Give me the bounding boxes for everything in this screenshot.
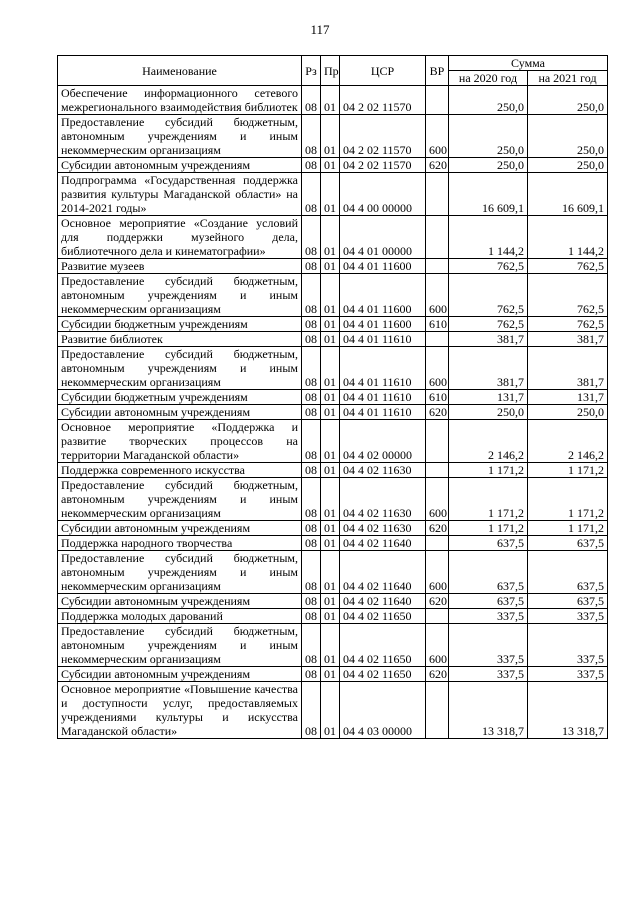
row-sum-2021-cell: 250,0	[528, 115, 608, 158]
page-number: 117	[310, 22, 330, 37]
row-rz-cell: 08	[302, 536, 321, 551]
row-sum-2021-cell: 337,5	[528, 667, 608, 682]
header-csr: ЦСР	[340, 56, 426, 86]
row-pr-cell: 01	[321, 594, 340, 609]
row-sum-2021-cell: 637,5	[528, 594, 608, 609]
row-rz-cell: 08	[302, 420, 321, 463]
row-vr-cell	[426, 332, 449, 347]
row-pr-cell: 01	[321, 521, 340, 536]
row-pr-cell: 01	[321, 463, 340, 478]
table-row	[58, 347, 608, 390]
row-sum-2020-cell: 16 609,1	[449, 173, 528, 216]
row-rz-cell: 08	[302, 478, 321, 521]
row-csr-cell: 04 2 02 11570	[340, 158, 426, 173]
budget-table	[57, 55, 608, 739]
table-row	[58, 115, 608, 158]
row-name-cell: Субсидии автономным учреждениям	[58, 594, 302, 609]
row-name-cell: Поддержка молодых дарований	[58, 609, 302, 624]
row-name-cell: Предоставление субсидий бюджетным, автономным учреждениям и иным некоммерческим организациям	[58, 624, 302, 667]
header-year-2020: на 2020 год	[449, 71, 528, 86]
row-name-cell: Обеспечение информационного сетевого межрегионального взаимодействия библиотек	[58, 86, 302, 115]
row-csr-cell: 04 4 02 11640	[340, 594, 426, 609]
row-csr-cell: 04 2 02 11570	[340, 115, 426, 158]
row-csr-cell: 04 2 02 11570	[340, 86, 426, 115]
row-vr-cell: 610	[426, 317, 449, 332]
table-row	[58, 216, 608, 259]
row-rz-cell: 08	[302, 463, 321, 478]
row-name-cell: Основное мероприятие «Повышение качества и доступности услуг, предоставляемых учреждениями культуры и искусства Магаданской области»	[58, 682, 302, 739]
row-sum-2021-cell: 337,5	[528, 609, 608, 624]
table-row	[58, 667, 608, 682]
row-sum-2020-cell: 250,0	[449, 86, 528, 115]
row-rz-cell: 08	[302, 667, 321, 682]
header-sum: Сумма	[449, 56, 608, 71]
row-name-cell: Субсидии автономным учреждениям	[58, 521, 302, 536]
row-sum-2020-cell: 1 144,2	[449, 216, 528, 259]
row-vr-cell: 620	[426, 667, 449, 682]
row-vr-cell	[426, 420, 449, 463]
row-pr-cell: 01	[321, 478, 340, 521]
row-rz-cell: 08	[302, 551, 321, 594]
row-sum-2021-cell: 13 318,7	[528, 682, 608, 739]
row-sum-2021-cell: 2 146,2	[528, 420, 608, 463]
row-sum-2020-cell: 637,5	[449, 594, 528, 609]
table-row	[58, 317, 608, 332]
row-pr-cell: 01	[321, 624, 340, 667]
row-sum-2021-cell: 1 144,2	[528, 216, 608, 259]
row-rz-cell: 08	[302, 390, 321, 405]
row-sum-2021-cell: 250,0	[528, 86, 608, 115]
row-csr-cell: 04 4 02 11640	[340, 551, 426, 594]
row-sum-2021-cell: 381,7	[528, 332, 608, 347]
row-csr-cell: 04 4 02 11630	[340, 478, 426, 521]
row-sum-2020-cell: 250,0	[449, 158, 528, 173]
table-header	[58, 56, 608, 86]
table-row	[58, 624, 608, 667]
row-pr-cell: 01	[321, 536, 340, 551]
row-pr-cell: 01	[321, 609, 340, 624]
row-rz-cell: 08	[302, 609, 321, 624]
row-name-cell: Подпрограмма «Государственная поддержка развития культуры Магаданской области» на 2014-2021 годы»	[58, 173, 302, 216]
row-sum-2021-cell: 337,5	[528, 624, 608, 667]
row-vr-cell	[426, 463, 449, 478]
table-row	[58, 86, 608, 115]
row-pr-cell: 01	[321, 682, 340, 739]
row-rz-cell: 08	[302, 86, 321, 115]
row-csr-cell: 04 4 02 11650	[340, 667, 426, 682]
row-vr-cell: 600	[426, 551, 449, 594]
row-csr-cell: 04 4 02 11650	[340, 624, 426, 667]
row-csr-cell: 04 4 02 11640	[340, 536, 426, 551]
row-vr-cell: 600	[426, 624, 449, 667]
row-csr-cell: 04 4 03 00000	[340, 682, 426, 739]
row-sum-2021-cell: 131,7	[528, 390, 608, 405]
row-pr-cell: 01	[321, 347, 340, 390]
table-row	[58, 405, 608, 420]
row-vr-cell	[426, 86, 449, 115]
row-sum-2020-cell: 2 146,2	[449, 420, 528, 463]
row-vr-cell: 620	[426, 158, 449, 173]
header-pr: Пр	[321, 56, 340, 86]
row-name-cell: Предоставление субсидий бюджетным, автономным учреждениям и иным некоммерческим организациям	[58, 274, 302, 317]
table-row	[58, 536, 608, 551]
table-row	[58, 332, 608, 347]
row-pr-cell: 01	[321, 332, 340, 347]
row-name-cell: Субсидии автономным учреждениям	[58, 158, 302, 173]
table-row	[58, 551, 608, 594]
row-sum-2020-cell: 337,5	[449, 667, 528, 682]
row-pr-cell: 01	[321, 551, 340, 594]
row-name-cell: Субсидии бюджетным учреждениям	[58, 390, 302, 405]
row-sum-2020-cell: 337,5	[449, 609, 528, 624]
row-name-cell: Основное мероприятие «Создание условий для поддержки музейного дела, библиотечного дела и кинематографии»	[58, 216, 302, 259]
row-rz-cell: 08	[302, 624, 321, 667]
table-row	[58, 478, 608, 521]
row-vr-cell: 620	[426, 521, 449, 536]
row-pr-cell: 01	[321, 274, 340, 317]
row-sum-2020-cell: 250,0	[449, 405, 528, 420]
row-sum-2020-cell: 637,5	[449, 536, 528, 551]
row-csr-cell: 04 4 01 11610	[340, 347, 426, 390]
row-name-cell: Предоставление субсидий бюджетным, автономным учреждениям и иным некоммерческим организациям	[58, 551, 302, 594]
row-sum-2020-cell: 381,7	[449, 332, 528, 347]
row-csr-cell: 04 4 01 11600	[340, 274, 426, 317]
row-csr-cell: 04 4 01 11610	[340, 332, 426, 347]
row-sum-2021-cell: 250,0	[528, 158, 608, 173]
row-sum-2021-cell: 762,5	[528, 259, 608, 274]
row-sum-2021-cell: 762,5	[528, 274, 608, 317]
row-rz-cell: 08	[302, 259, 321, 274]
row-pr-cell: 01	[321, 173, 340, 216]
row-sum-2020-cell: 381,7	[449, 347, 528, 390]
row-rz-cell: 08	[302, 158, 321, 173]
row-sum-2020-cell: 131,7	[449, 390, 528, 405]
row-csr-cell: 04 4 01 11610	[340, 390, 426, 405]
row-sum-2021-cell: 381,7	[528, 347, 608, 390]
row-name-cell: Субсидии бюджетным учреждениям	[58, 317, 302, 332]
row-sum-2021-cell: 250,0	[528, 405, 608, 420]
row-csr-cell: 04 4 01 11600	[340, 317, 426, 332]
table-body	[58, 86, 608, 739]
row-pr-cell: 01	[321, 405, 340, 420]
row-name-cell: Развитие библиотек	[58, 332, 302, 347]
row-vr-cell	[426, 173, 449, 216]
row-sum-2021-cell: 637,5	[528, 551, 608, 594]
row-csr-cell: 04 4 02 00000	[340, 420, 426, 463]
row-rz-cell: 08	[302, 521, 321, 536]
row-pr-cell: 01	[321, 317, 340, 332]
row-sum-2020-cell: 1 171,2	[449, 463, 528, 478]
row-sum-2020-cell: 637,5	[449, 551, 528, 594]
row-name-cell: Поддержка современного искусства	[58, 463, 302, 478]
row-sum-2020-cell: 762,5	[449, 259, 528, 274]
row-name-cell: Предоставление субсидий бюджетным, автономным учреждениям и иным некоммерческим организациям	[58, 478, 302, 521]
table-row	[58, 420, 608, 463]
table-row	[58, 274, 608, 317]
header-name: Наименование	[58, 56, 302, 86]
row-sum-2021-cell: 762,5	[528, 317, 608, 332]
row-vr-cell: 610	[426, 390, 449, 405]
row-csr-cell: 04 4 02 11630	[340, 463, 426, 478]
row-pr-cell: 01	[321, 158, 340, 173]
row-csr-cell: 04 4 01 00000	[340, 216, 426, 259]
row-sum-2021-cell: 1 171,2	[528, 521, 608, 536]
row-vr-cell: 600	[426, 115, 449, 158]
row-sum-2021-cell: 637,5	[528, 536, 608, 551]
table-row	[58, 609, 608, 624]
table-row	[58, 463, 608, 478]
row-pr-cell: 01	[321, 390, 340, 405]
row-rz-cell: 08	[302, 682, 321, 739]
row-sum-2021-cell: 1 171,2	[528, 478, 608, 521]
table-row	[58, 594, 608, 609]
row-csr-cell: 04 4 01 11610	[340, 405, 426, 420]
row-vr-cell: 600	[426, 347, 449, 390]
row-name-cell: Развитие музеев	[58, 259, 302, 274]
row-pr-cell: 01	[321, 259, 340, 274]
row-pr-cell: 01	[321, 86, 340, 115]
row-csr-cell: 04 4 01 11600	[340, 259, 426, 274]
row-vr-cell: 600	[426, 478, 449, 521]
row-name-cell: Поддержка народного творчества	[58, 536, 302, 551]
header-year-2021: на 2021 год	[528, 71, 608, 86]
row-vr-cell: 620	[426, 405, 449, 420]
row-rz-cell: 08	[302, 347, 321, 390]
table-row	[58, 521, 608, 536]
row-sum-2020-cell: 250,0	[449, 115, 528, 158]
row-name-cell: Основное мероприятие «Поддержка и развитие творческих процессов на территории Магаданской области»	[58, 420, 302, 463]
row-name-cell: Субсидии автономным учреждениям	[58, 405, 302, 420]
row-name-cell: Субсидии автономным учреждениям	[58, 667, 302, 682]
table-row	[58, 682, 608, 739]
row-sum-2020-cell: 1 171,2	[449, 521, 528, 536]
row-vr-cell	[426, 609, 449, 624]
row-pr-cell: 01	[321, 420, 340, 463]
header-vr: ВР	[426, 56, 449, 86]
row-name-cell: Предоставление субсидий бюджетным, автономным учреждениям и иным некоммерческим организациям	[58, 347, 302, 390]
row-rz-cell: 08	[302, 274, 321, 317]
row-rz-cell: 08	[302, 594, 321, 609]
row-sum-2020-cell: 337,5	[449, 624, 528, 667]
row-vr-cell	[426, 536, 449, 551]
header-rz: Рз	[302, 56, 321, 86]
row-sum-2021-cell: 16 609,1	[528, 173, 608, 216]
row-name-cell: Предоставление субсидий бюджетным, автономным учреждениям и иным некоммерческим организациям	[58, 115, 302, 158]
row-pr-cell: 01	[321, 115, 340, 158]
row-rz-cell: 08	[302, 405, 321, 420]
row-rz-cell: 08	[302, 317, 321, 332]
table-row	[58, 173, 608, 216]
row-pr-cell: 01	[321, 667, 340, 682]
row-rz-cell: 08	[302, 332, 321, 347]
row-sum-2020-cell: 1 171,2	[449, 478, 528, 521]
row-csr-cell: 04 4 00 00000	[340, 173, 426, 216]
row-vr-cell: 620	[426, 594, 449, 609]
row-csr-cell: 04 4 02 11630	[340, 521, 426, 536]
row-vr-cell	[426, 259, 449, 274]
table-row	[58, 259, 608, 274]
row-vr-cell: 600	[426, 274, 449, 317]
table-row	[58, 390, 608, 405]
table-row	[58, 158, 608, 173]
row-rz-cell: 08	[302, 216, 321, 259]
row-csr-cell: 04 4 02 11650	[340, 609, 426, 624]
row-vr-cell	[426, 682, 449, 739]
row-rz-cell: 08	[302, 115, 321, 158]
row-sum-2020-cell: 762,5	[449, 274, 528, 317]
row-sum-2021-cell: 1 171,2	[528, 463, 608, 478]
row-pr-cell: 01	[321, 216, 340, 259]
row-rz-cell: 08	[302, 173, 321, 216]
row-sum-2020-cell: 762,5	[449, 317, 528, 332]
row-vr-cell	[426, 216, 449, 259]
row-sum-2020-cell: 13 318,7	[449, 682, 528, 739]
